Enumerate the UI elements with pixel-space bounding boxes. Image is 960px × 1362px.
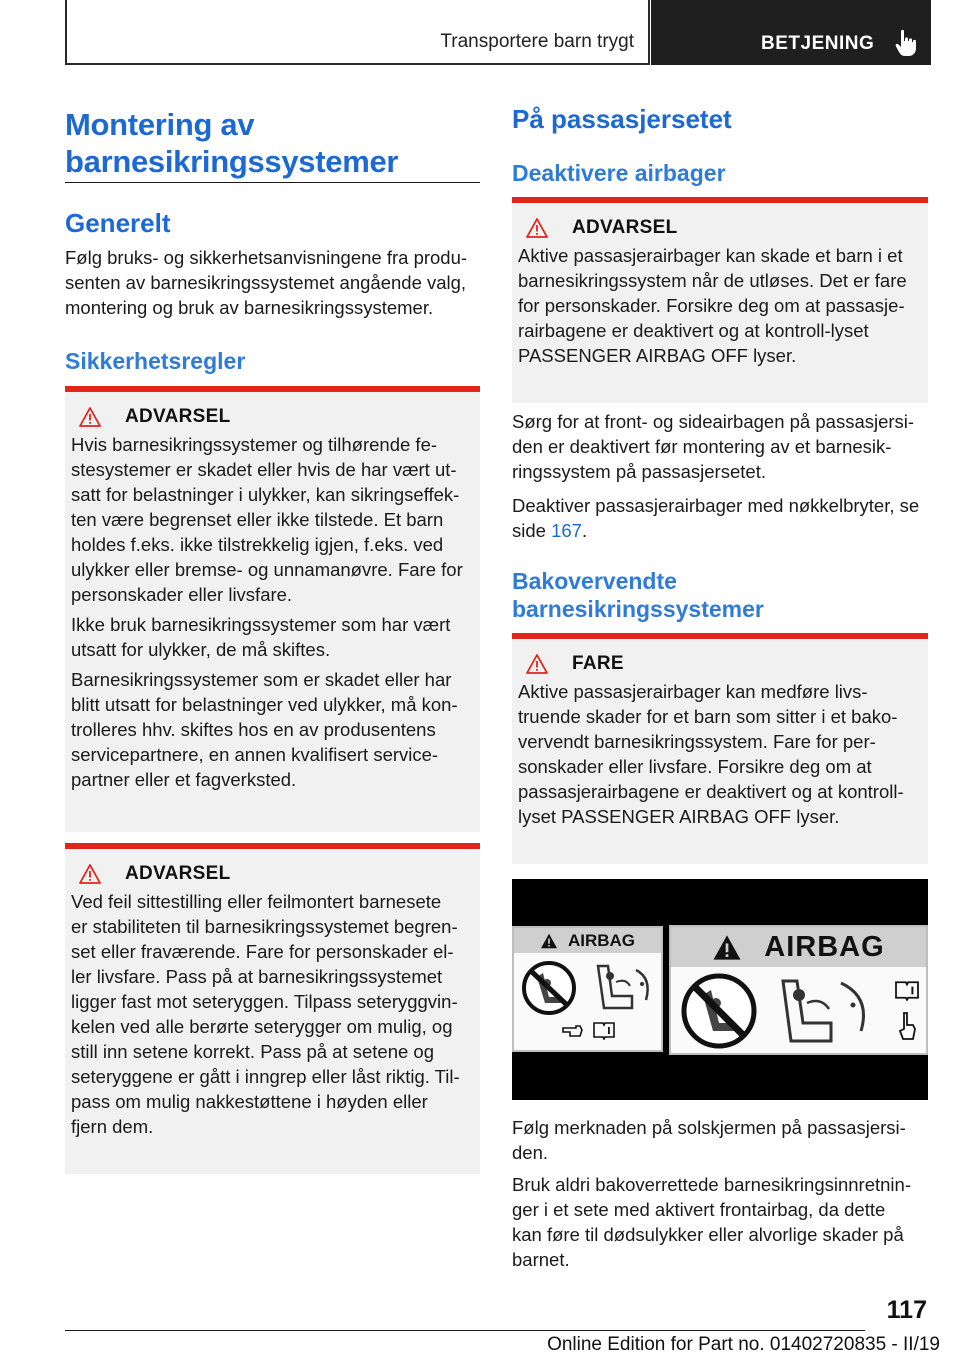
no-child-seat-icon [677,971,761,1051]
bakovervendte-heading [512,567,764,623]
heading-line: barnesikringssystemer [512,596,764,622]
hand-pointer-icon [897,1011,917,1041]
heading-line: Bakovervendte [512,568,677,594]
text-line: Hvis barnesikringssystemer og tilhørende fe‐ [71,434,438,455]
text-line: satt for belastninger i ulykker, kan sikringseffek‐ [71,484,460,505]
danger-header [518,653,918,675]
page-title-line1: Montering av [65,107,255,142]
text-line: servicepartnere, en annen kvalifisert service‐ [71,744,439,765]
text-line: Bruk aldri bakoverrettede barnesikringsinnretnin‐ [512,1174,911,1195]
text-line: still inn setene korrekt. Pass på at setene og [71,1041,435,1062]
text-line: partner eller et fagverksted. [71,769,297,790]
text-line [512,518,928,543]
text-line: vervendt barnesikringssystem. Fare for per‐ [518,731,876,752]
footer-rule [65,1330,865,1331]
warning-paragraph [71,432,470,607]
danger-paragraph [518,679,918,829]
airbag-sign-small [512,926,663,1052]
text-line: Deaktiver passasjerairbager med nøkkelbryter, se [512,495,920,516]
text-line: truende skader for et barn som sitter i et bako‐ [518,706,898,727]
text-line: fjern dem. [71,1116,154,1137]
warning-box-1 [65,386,480,832]
warning-triangle-icon [712,934,742,961]
airbag-sign-label: AIRBAG [567,930,636,950]
page-title-line2: barnesikringssystemer [65,144,399,179]
warning-triangle-icon [526,654,548,674]
header-section-title: Transportere barn trygt [440,31,634,52]
text-line: barnesikringssystem når de utløses. Det er fare [518,270,907,291]
text-line: Aktive passasjerairbager kan skade et barn i et [518,245,903,266]
warning-title: ADVARSEL [572,217,678,238]
text-line: ten være begrenset eller ikke tilstede. Et barn [71,509,444,530]
warning-title: ADVARSEL [125,406,231,427]
airbag-sign-label: AIRBAG [764,930,885,963]
text-line: pass om mulig nakkestøttene i høyden eller [71,1091,428,1112]
warning-box-3 [512,197,928,403]
text-line: Aktive passasjerairbager kan medføre livs‐ [518,681,868,702]
text-line: trolleres hhv. skiftes hos en av produsentens [71,719,436,740]
text-line: stesystemer er skadet eller hvis de har vært ut‐ [71,459,457,480]
pointing-hand-icon [895,29,917,57]
sikkerhet-heading: Sikkerhetsregler [65,348,246,374]
text-line: utsatt for ulykker, de må skiftes. [71,639,331,660]
deaktivere-heading: Deaktivere airbager [512,160,726,186]
text-line: kelen ved alle berørte seterygger om mulig, og [71,1016,453,1037]
text-line: barnet. [512,1249,570,1270]
warning-paragraph [71,667,470,792]
warning-paragraph [518,243,918,368]
warning-triangle-icon [79,864,101,884]
danger-title: FARE [572,653,624,674]
seat-airbag-icon [590,960,658,1016]
text-line: kan føre til dødsulykker eller alvorlige skader på [512,1224,904,1245]
text-line: holdes f.eks. ikke tilstrekkelig igjen, f.eks. ved [71,534,444,555]
text-span: side [512,520,552,541]
text-line: den. [512,1142,549,1163]
text-line: ringssystem på passasjersetet. [512,461,766,482]
text-line: personskader eller livsfare. [71,584,293,605]
generelt-paragraph [65,245,480,320]
warning-paragraph [71,612,470,662]
warning-header [518,217,918,239]
text-line: passasjerairbagene er deaktivert og at kontroll‐ [518,781,904,802]
text-line: ligger fast mot seteryggen. Tilpass seteryggvin‐ [71,991,458,1012]
warning-triangle-icon [79,407,101,427]
warning-triangle-icon [540,933,558,949]
airbag-sign-header [671,927,926,967]
text-line: den er deaktivert før montering av et barnesik‐ [512,436,892,457]
page-number: 117 [886,1296,927,1324]
airbag-sign-large [669,925,928,1055]
danger-box [512,633,928,864]
header-chapter-tab [651,0,931,65]
text-line: ulykker eller bremse- og unnamanøvre. Fare for [71,559,463,580]
warning-paragraph [71,889,470,1139]
text-line: senten av barnesikringssystemet angående valg, [65,272,467,293]
warning-box-2 [65,843,480,1174]
seat-airbag-icon [771,973,879,1051]
text-line: set eller fraværende. Fare for personskader el‐ [71,941,454,962]
manual-book-icon [893,979,921,1001]
text-line: montering og bruk av barnesikringssystemer. [65,297,434,318]
text-line: Følg merknaden på solskjermen på passasjersi‐ [512,1117,906,1138]
paragraph-key-switch [512,493,928,543]
warning-triangle-icon [526,218,548,238]
text-line: Ved feil sittestilling eller feilmontert barnesete [71,891,442,912]
text-span: . [581,520,588,541]
manual-book-icon [592,1020,616,1040]
text-line: lyset PASSENGER AIRBAG OFF lyser. [518,806,840,827]
page-link[interactable]: 167 [551,520,582,541]
warning-header [71,406,470,428]
text-line: blitt utsatt for belastninger ved ulykker, må kon‐ [71,694,458,715]
text-line: ler livsfare. Pass på at barnesikringssystemet [71,966,443,987]
text-line: Barnesikringssystemer som er skadet eller har [71,669,452,690]
generelt-heading: Generelt [65,208,171,238]
no-child-seat-icon [519,959,583,1017]
warning-title: ADVARSEL [125,863,231,884]
header-chapter-title: BETJENING [761,33,875,54]
text-line: Ikke bruk barnesikringssystemer som har vært [71,614,451,635]
paragraph-front-airbag [512,409,928,484]
text-line: ger i et sete med aktivert frontairbag, da dette [512,1199,886,1220]
header-section-tab [65,0,650,65]
text-line: rairbagene er deaktivert og at kontroll-lyset [518,320,869,341]
paragraph-sun-visor [512,1115,928,1165]
text-line: for personskader. Forsikre deg om at passasje‐ [518,295,905,316]
text-line: PASSENGER AIRBAG OFF lyser. [518,345,797,366]
text-line: Sørg for at front- og sideairbagen på passasjersi‐ [512,411,915,432]
page-title [65,106,480,183]
passasjersetet-heading: På passasjersetet [512,104,732,134]
paragraph-never-use [512,1172,928,1272]
text-line: er stabiliteten til barnesikringssystemet begren‐ [71,916,458,937]
text-line: sonskader eller livsfare. Forsikre deg om at [518,756,872,777]
warning-header [71,863,470,885]
hand-pointer-icon [562,1022,584,1038]
text-line: seteryggene er gått i inngrep eller låst riktig. Til‐ [71,1066,460,1087]
airbag-label-photo [512,879,928,1100]
footer-edition: Online Edition for Part no. 01402720835 - II/19 [547,1334,940,1355]
airbag-sign-header [514,928,661,953]
text-line: Følg bruks- og sikkerhetsanvisningene fra produ‐ [65,247,468,268]
